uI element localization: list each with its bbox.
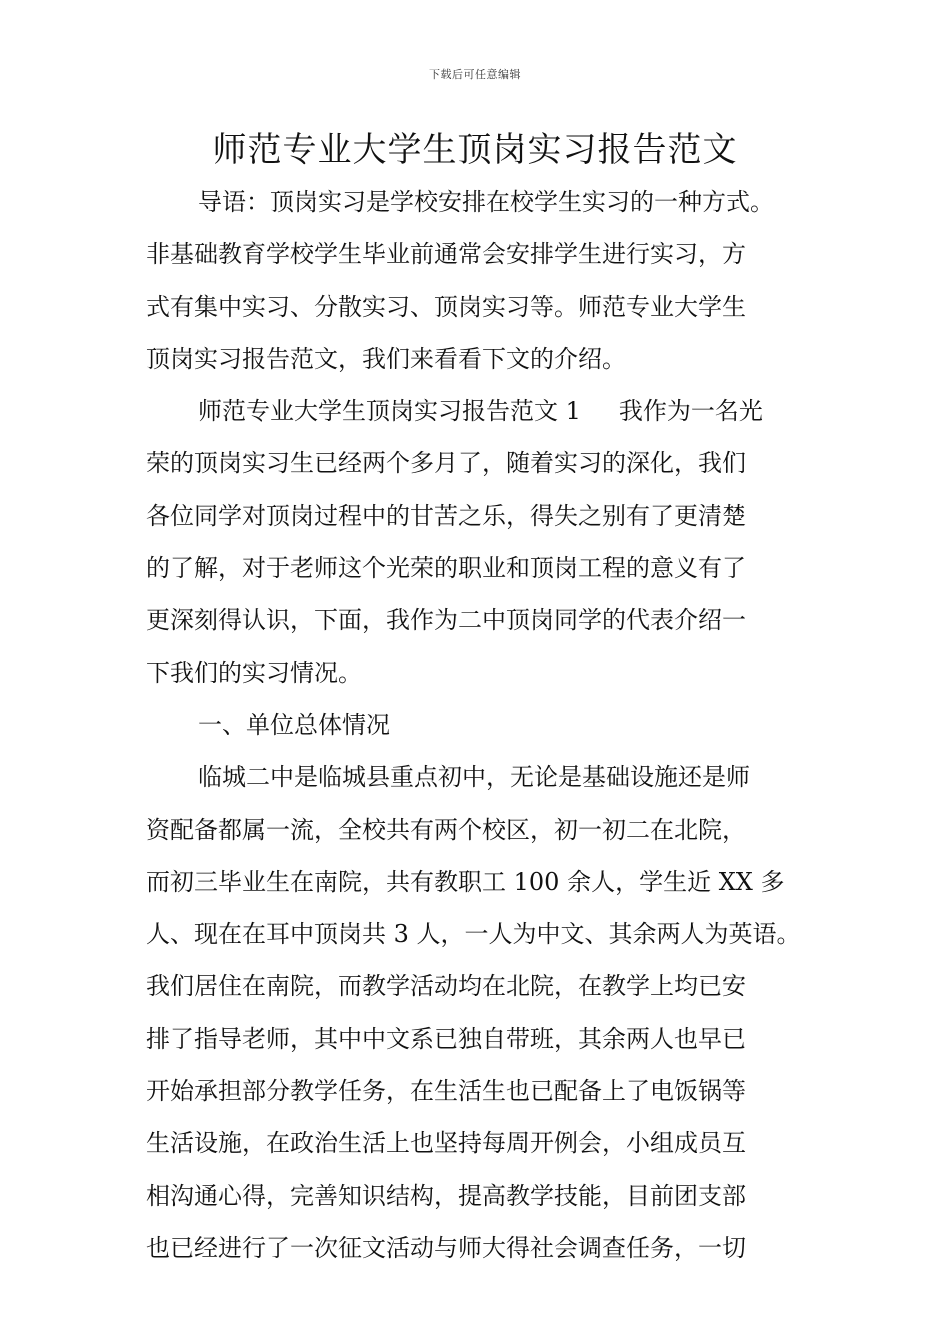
section-heading: 师范专业大学生顶岗实习报告范文 1 bbox=[198, 397, 581, 426]
paragraph-line: 人、现在在耳中顶岗共 3 人，一人为中文、其余两人为英语。 bbox=[146, 920, 801, 949]
paragraph-line: 各位同学对顶岗过程中的甘苦之乐，得失之别有了更清楚 bbox=[146, 501, 746, 530]
paragraph-start: 我作为一名光 bbox=[618, 397, 763, 426]
paragraph-line: 非基础教育学校学生毕业前通常会安排学生进行实习，方 bbox=[146, 240, 746, 269]
paragraph-line: 荣的顶岗实习生已经两个多月了，随着实习的深化，我们 bbox=[146, 449, 746, 478]
section-heading: 一、单位总体情况 bbox=[198, 710, 390, 739]
header-note: 下载后可任意编辑 bbox=[429, 68, 521, 81]
paragraph-line: 临城二中是临城县重点初中，无论是基础设施还是师 bbox=[198, 763, 750, 792]
paragraph-line: 我们居住在南院，而教学活动均在北院，在教学上均已安 bbox=[146, 972, 746, 1001]
paragraph-line: 相沟通心得，完善知识结构，提高教学技能，目前团支部 bbox=[146, 1181, 746, 1210]
paragraph-line: 下我们的实习情况。 bbox=[146, 658, 362, 687]
paragraph-line bbox=[146, 385, 826, 437]
paragraph-line: 生活设施，在政治生活上也坚持每周开例会，小组成员互 bbox=[146, 1129, 746, 1158]
paragraph-line: 导语：顶岗实习是学校安排在校学生实习的一种方式。 bbox=[198, 188, 774, 216]
paragraph-line: 的了解，对于老师这个光荣的职业和顶岗工程的意义有了 bbox=[146, 554, 746, 583]
document-title: 师范专业大学生顶岗实习报告范文 bbox=[212, 130, 738, 170]
paragraph-line: 式有集中实习、分散实习、顶岗实习等。师范专业大学生 bbox=[146, 292, 746, 321]
paragraph-line: 开始承担部分教学任务，在生活生也已配备上了电饭锅等 bbox=[146, 1077, 746, 1106]
paragraph-line: 资配备都属一流，全校共有两个校区，初一初二在北院， bbox=[146, 815, 746, 844]
paragraph-line: 也已经进行了一次征文活动与师大得社会调查任务，一切 bbox=[146, 1233, 746, 1262]
paragraph-line: 更深刻得认识，下面，我作为二中顶岗同学的代表介绍一 bbox=[146, 606, 746, 635]
paragraph-line: 顶岗实习报告范文，我们来看看下文的介绍。 bbox=[146, 344, 626, 373]
document-body bbox=[146, 176, 826, 1274]
paragraph-line: 而初三毕业生在南院，共有教职工 100 余人，学生近 XX 多 bbox=[146, 867, 785, 896]
paragraph-line: 排了指导老师，其中中文系已独自带班，其余两人也早已 bbox=[146, 1024, 746, 1053]
